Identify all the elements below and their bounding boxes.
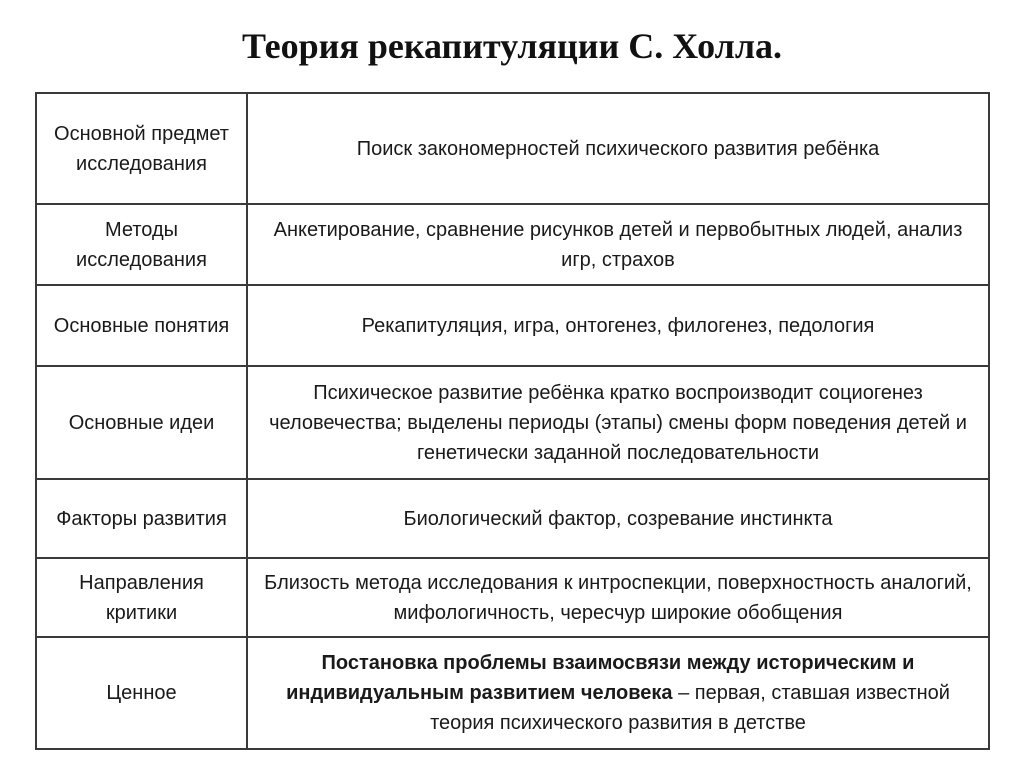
row-label: Основные идеи <box>36 366 247 479</box>
table-row <box>36 366 989 479</box>
row-label: Направления критики <box>36 558 247 637</box>
table-row <box>36 558 989 637</box>
table-row <box>36 285 989 366</box>
page-title: Теория рекапитуляции С. Холла. <box>241 26 783 66</box>
row-value: Анкетирование, сравнение рисунков детей и первобытных людей, анализ игр, страхов <box>247 204 989 285</box>
row-value: Биологический фактор, созревание инстинкта <box>247 479 989 558</box>
row-value-emphasis: Постановка проблемы взаимосвязи между историческим и индивидуальным развитием человека <box>286 652 915 704</box>
row-label: Методы исследования <box>36 204 247 285</box>
row-value-rest: – первая, ставшая известной теория психического развития в детстве <box>430 682 950 734</box>
row-value: Близость метода исследования к интроспекции, поверхностность аналогий, мифологичность, чересчур широкие обобщения <box>247 558 989 637</box>
table-row <box>36 204 989 285</box>
summary-table <box>35 92 990 750</box>
row-value: Рекапитуляция, игра, онтогенез, филогенез, педология <box>247 285 989 366</box>
row-label: Основной предмет исследования <box>36 93 247 204</box>
row-value: Поиск закономерностей психического развития ребёнка <box>247 93 989 204</box>
row-label: Ценное <box>36 637 247 749</box>
table-row <box>36 637 989 749</box>
table-row <box>36 479 989 558</box>
row-label: Основные понятия <box>36 285 247 366</box>
row-label: Факторы развития <box>36 479 247 558</box>
row-value: Психическое развитие ребёнка кратко воспроизводит социогенез человечества; выделены периоды (этапы) смены форм поведения детей и генетически заданной последовательности <box>247 366 989 479</box>
table-row <box>36 93 989 204</box>
row-value <box>247 637 989 749</box>
